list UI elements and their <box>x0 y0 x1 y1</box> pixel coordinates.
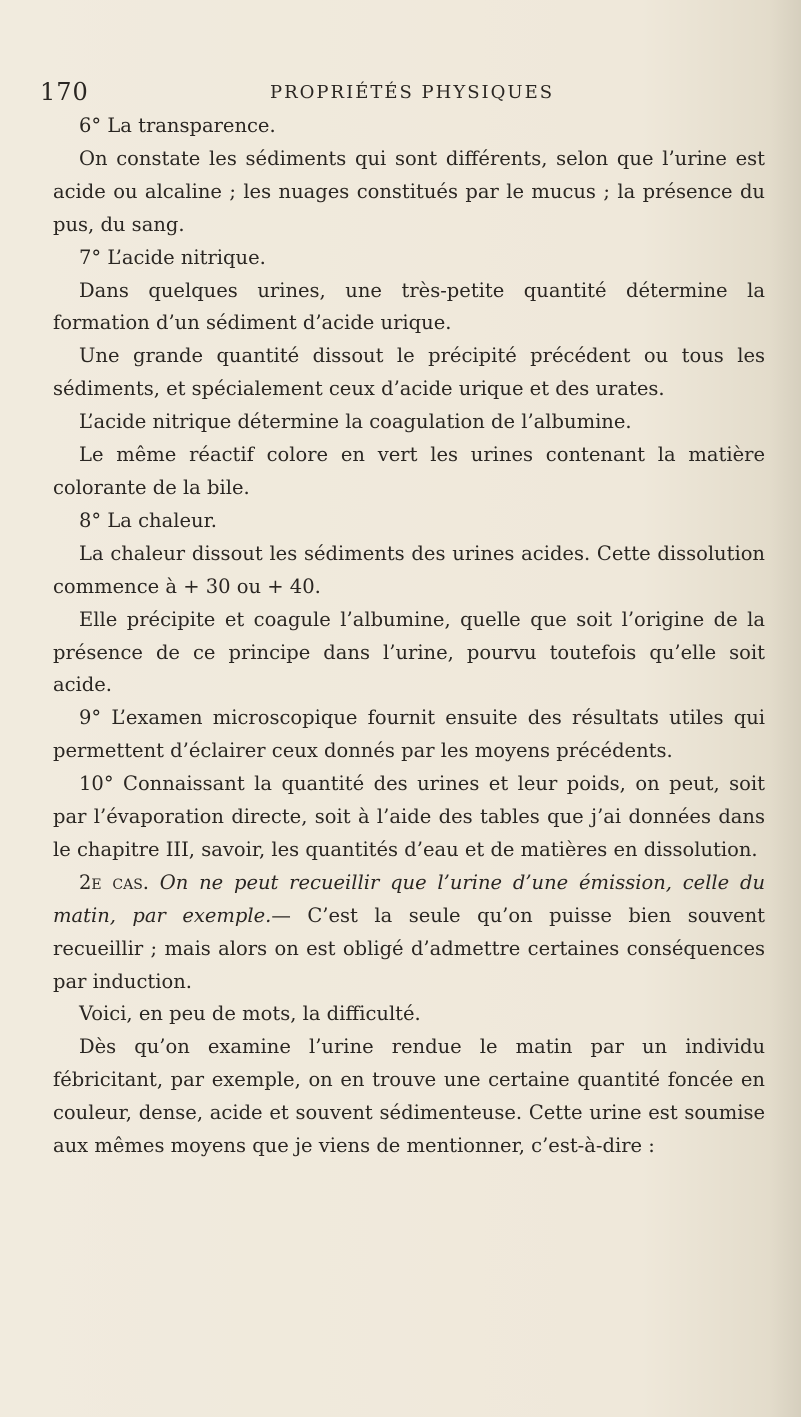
body-text <box>53 110 765 1163</box>
running-title: PROPRIÉTÉS PHYSIQUES <box>270 82 555 103</box>
paragraph: L’acide nitrique détermine la coagulation de l’albumine. <box>79 410 632 434</box>
case-paragraph <box>53 867 765 999</box>
case-text: — C’est la seule qu’on puisse bien souvent recueillir ; mais alors on est obligé d’admettre certaines conséquences par induction. <box>53 903 765 993</box>
paragraph: 7° L’acide nitrique. <box>79 245 266 269</box>
paragraph: Une grande quantité dissout le précipité précédent ou tous les sédiments, et spécialement ceux d’acide urique et des urates. <box>53 344 765 401</box>
paragraph: Voici, en peu de mots, la difficulté. <box>79 1002 421 1026</box>
paragraph: La chaleur dissout les sédiments des urines acides. Cette dissolution commence à + 30 ou + 40. <box>53 541 765 598</box>
case-italic-text: On ne peut recueillir que l’urine d’une émission, celle du matin, par exemple. <box>53 870 766 927</box>
paragraph: On constate les sédiments qui sont différents, selon que l’urine est acide ou alcaline ; les nuages constitués par le mucus ; la présence du pus, du sang. <box>53 146 765 236</box>
paragraph: Dans quelques urines, une très-petite quantité détermine la formation d’un sédiment d’acide urique. <box>53 278 765 335</box>
page-header <box>40 78 780 108</box>
page-number: 170 <box>40 78 89 106</box>
paragraph: 9° L’examen microscopique fournit ensuite des résultats utiles qui permettent d’éclairer ceux donnés par les moyens précédents. <box>53 706 765 763</box>
paragraph: Elle précipite et coagule l’albumine, quelle que soit l’origine de la présence de ce principe dans l’urine, pourvu toutefois qu’elle soit acide. <box>53 607 765 697</box>
paragraph: 8° La chaleur. <box>79 508 217 532</box>
paragraph: 6° La transparence. <box>79 114 276 137</box>
case-label: 2e cas. <box>79 870 150 894</box>
paragraph: 10° Connaissant la quantité des urines et leur poids, on peut, soit par l’évaporation directe, soit à l’aide des tables que j’ai données dans le chapitre III, savoir, les quantités d’eau et de matières en dissolution. <box>53 772 765 861</box>
paragraph: Le même réactif colore en vert les urines contenant la matière colorante de la bile. <box>53 443 765 499</box>
paragraph: Dès qu’on examine l’urine rendue le matin par un individu fébricitant, par exemple, on en trouve une certaine quantité foncée en couleur, dense, acide et souvent sédimenteuse. Cette urine est soumise aux mêmes moyens que je viens de mentionner, c’est-à-dire : <box>53 1035 765 1158</box>
